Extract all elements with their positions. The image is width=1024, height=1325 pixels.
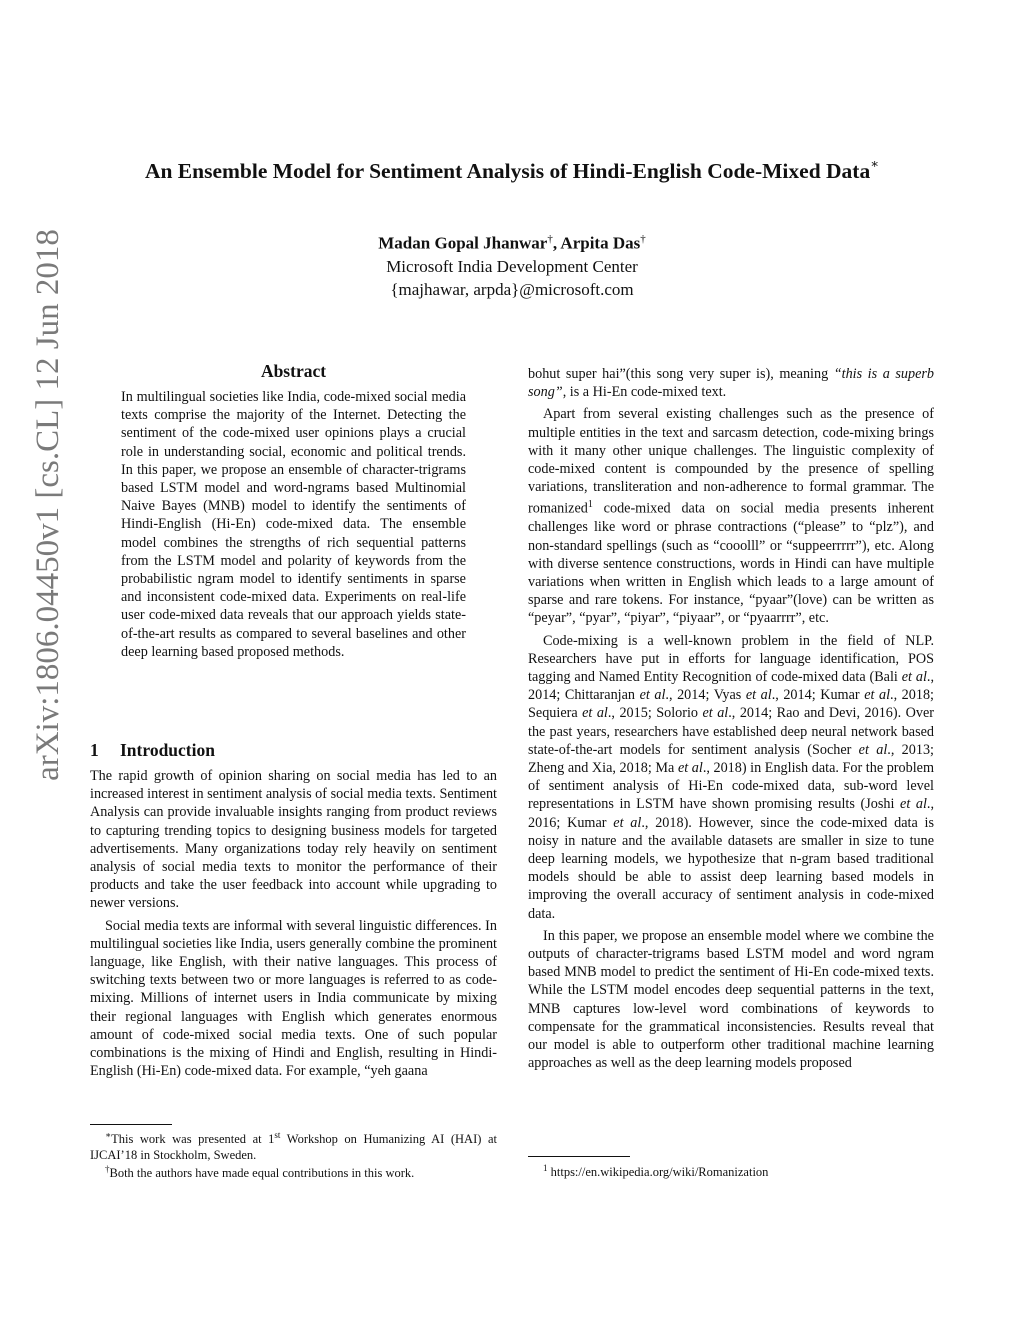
- footnote-equal-contribution: [90, 1161, 497, 1181]
- intro-column: [90, 767, 497, 1080]
- abstract-text: In multilingual societies like India, code-mixed social media texts comprise the majority of the Internet. Detecting the sentiment of the code-mixed user opinions plays a crucial role in understanding social, economic and political trends. In this paper, we propose an ensemble of character-trigrams based LSTM model and word-ngrams based Multinomial Naive Bayes (MNB) model to identify the sentiments of Hindi-English (Hi-En) code-mixed data. The ensemble model combines the strengths of rich sequential patterns from the LSTM model and polarity of keywords from the probabilistic ngram model to identify sentiments in sparse and inconsistent code-mixed data. Experiments on real-life user code-mixed data reveals that our approach yields state-of-the-art results as compared to several baselines and other deep learning based proposed methods.: [121, 389, 466, 660]
- et-al: et al: [745, 687, 772, 704]
- title-footnote-mark: ∗: [870, 156, 880, 171]
- right-column: [528, 365, 934, 1072]
- email: {majhawar, arpda}@microsoft.com: [390, 279, 634, 299]
- footnote-text: Workshop on Humanizing AI (HAI) at IJCAI’18 in Stockholm, Sweden.: [90, 1132, 497, 1163]
- footnote-mark: 1: [543, 1163, 548, 1173]
- text-run: ., 2018) in English data. For the problem of sentiment analysis of Hi-En code-mixed data, sub-word level representations in LSTM have shown promising results (Joshi: [528, 760, 934, 813]
- footnote-rule-right: [528, 1156, 630, 1157]
- author-names: [40, 228, 984, 255]
- text-run: ., 2018). However, since the code-mixed data is noisy in nature and the available datasets are smaller in size to tune deep learning models, we hypothesize that n-gram based traditional models should be able to assist deep learning based models in improving the overall accuracy of sentiment analysis in code-mixed data.: [528, 814, 935, 922]
- intro-paragraph-1: The rapid growth of opinion sharing on social media has led to an increased interest in sentiment analysis of social media texts. Sentiment Analysis can provide invaluable insights ranging from product reviews to capturing trending topics to designing business models for targeted advertisements. Many organizations today rely heavily on sentiment analysis of social media texts to monitor the performance of their products and take the user feedback into account while upgrading to newer versions.: [90, 768, 497, 912]
- arxiv-stamp: arXiv:1806.04450v1 [cs.CL] 12 Jun 2018: [30, 229, 66, 781]
- footnote-mark: †: [105, 1164, 110, 1174]
- author-1-mark: †: [547, 233, 553, 245]
- text-run-italic: “this is a superb song”: [528, 366, 934, 401]
- section-title: Introduction: [120, 740, 215, 760]
- right-paragraph-2: [528, 405, 934, 627]
- footnote-text: Both the authors have made equal contributions in this work.: [109, 1166, 415, 1181]
- text-run: ., 2014; Rao and Devi, 2016). Over the past years, researchers have established deep neural network based state-of-the-art models for sentiment analysis (Socher: [528, 705, 934, 758]
- text-run: ., 2018; Sequiera: [528, 687, 935, 722]
- et-al: et al: [864, 687, 891, 704]
- footnote-text: This work was presented at 1: [111, 1132, 275, 1147]
- text-run: , is a Hi-En code-mixed text.: [562, 384, 727, 401]
- author-1: Madan Gopal Jhanwar: [378, 233, 548, 253]
- right-paragraph-1: [528, 365, 934, 401]
- intro-paragraph-2: Social media texts are informal with several linguistic differences. In multilingual societies like India, users generally combine the prominent language, like English, with their native languages. This process of switching texts between two or more languages is referred to as code-mixing. Millions of internet users in India communicate by mixing their regional languages with English which generates enormous amount of code-mixed social media texts. One of such popular combinations is the mixing of Hindi and English, resulting in Hindi-English (Hi-En) code-mixed data. For example, “yeh gaana: [90, 917, 497, 1080]
- paper-title: [40, 158, 984, 184]
- affiliation: Microsoft India Development Center: [386, 256, 638, 276]
- et-al: et al: [900, 796, 927, 813]
- text-run: ., 2013; Zheng and Xia, 2018; Ma: [528, 741, 934, 776]
- author-block: [40, 228, 984, 301]
- text-run: ., 2014; Vyas: [665, 687, 746, 704]
- et-al: et al: [582, 705, 608, 722]
- text-run: ., 2014; Kumar: [771, 687, 865, 704]
- footnote-superscript: st: [274, 1130, 281, 1140]
- et-al: et al: [613, 814, 642, 831]
- et-al: et al: [677, 760, 703, 776]
- section-number: 1: [90, 740, 99, 760]
- text-run: ., 2016; Kumar: [528, 796, 935, 831]
- text-run: Code-mixing is a well-known problem in the field of NLP. Researchers have put in efforts for language identification, POS tagging and Named Entity Recognition of code-mixed data (Bali: [528, 632, 934, 685]
- author-2: Arpita Das: [560, 233, 641, 253]
- footnote-ref: 1: [587, 499, 593, 511]
- et-al: et al: [858, 741, 888, 758]
- et-al: et al: [901, 668, 927, 685]
- text-run: Apart from several existing challenges such as the presence of multiple entities in the text and sarcasm detection, code-mixing brings with it many other unique challenges. The linguistic complexity of code-mixed content is compounded by the presence of spelling variations, transliteration and non-adherence to formal grammar. The romanized: [528, 406, 934, 518]
- abstract-heading: Abstract: [260, 361, 327, 381]
- footnote-rule-left: [90, 1124, 172, 1125]
- footnote-romanization: [528, 1160, 934, 1180]
- text-run: ., 2015; Solorio: [607, 705, 703, 722]
- author-2-mark: †: [640, 233, 646, 245]
- footnote-url: https://en.wikipedia.org/wiki/Romanization: [547, 1165, 769, 1180]
- text-run: code-mixed data on social media presents inherent challenges like word or phrase contractions (“please” to “plz”), and non-standard spellings (such as “cooolll” or “suppeerrrrr”), etc. Along with diverse sentence constructions, words in Hindi can have multiple variations when written in English which leads to a large amount of sparse and rare tokens. For instance, “pyaar”(love) can be written as “peyar”, “pyar”, “piyar”, “piyaar”, or “pyaarrrr”, etc.: [528, 501, 934, 627]
- section-heading-introduction: [90, 740, 215, 761]
- text-run: ., 2014; Chittaranjan: [528, 668, 934, 704]
- et-al: et al: [639, 687, 666, 704]
- right-paragraph-4: In this paper, we propose an ensemble model where we combine the outputs of character-trigrams based LSTM model and word ngram based MNB model to predict the sentiment of Hi-En code-mixed texts. While the LSTM model encodes deep sequential patterns in the text, MNB captures low-level word combinations of keywords to compensate for the grammatical inconsistencies. Results reveal that our model is able to outperform other traditional machine learning approaches as well as the deep learning models proposed: [528, 927, 934, 1072]
- footnote-workshop: [90, 1127, 497, 1163]
- footnote-mark: ∗: [105, 1130, 112, 1140]
- et-al: et al: [702, 705, 729, 722]
- right-paragraph-3: [528, 632, 934, 923]
- title-text: An Ensemble Model for Sentiment Analysis of Hindi-English Code-Mixed Data: [144, 159, 871, 184]
- text-run: bohut super hai”(this song very super is), meaning: [528, 366, 834, 382]
- author-separator: ,: [552, 233, 561, 253]
